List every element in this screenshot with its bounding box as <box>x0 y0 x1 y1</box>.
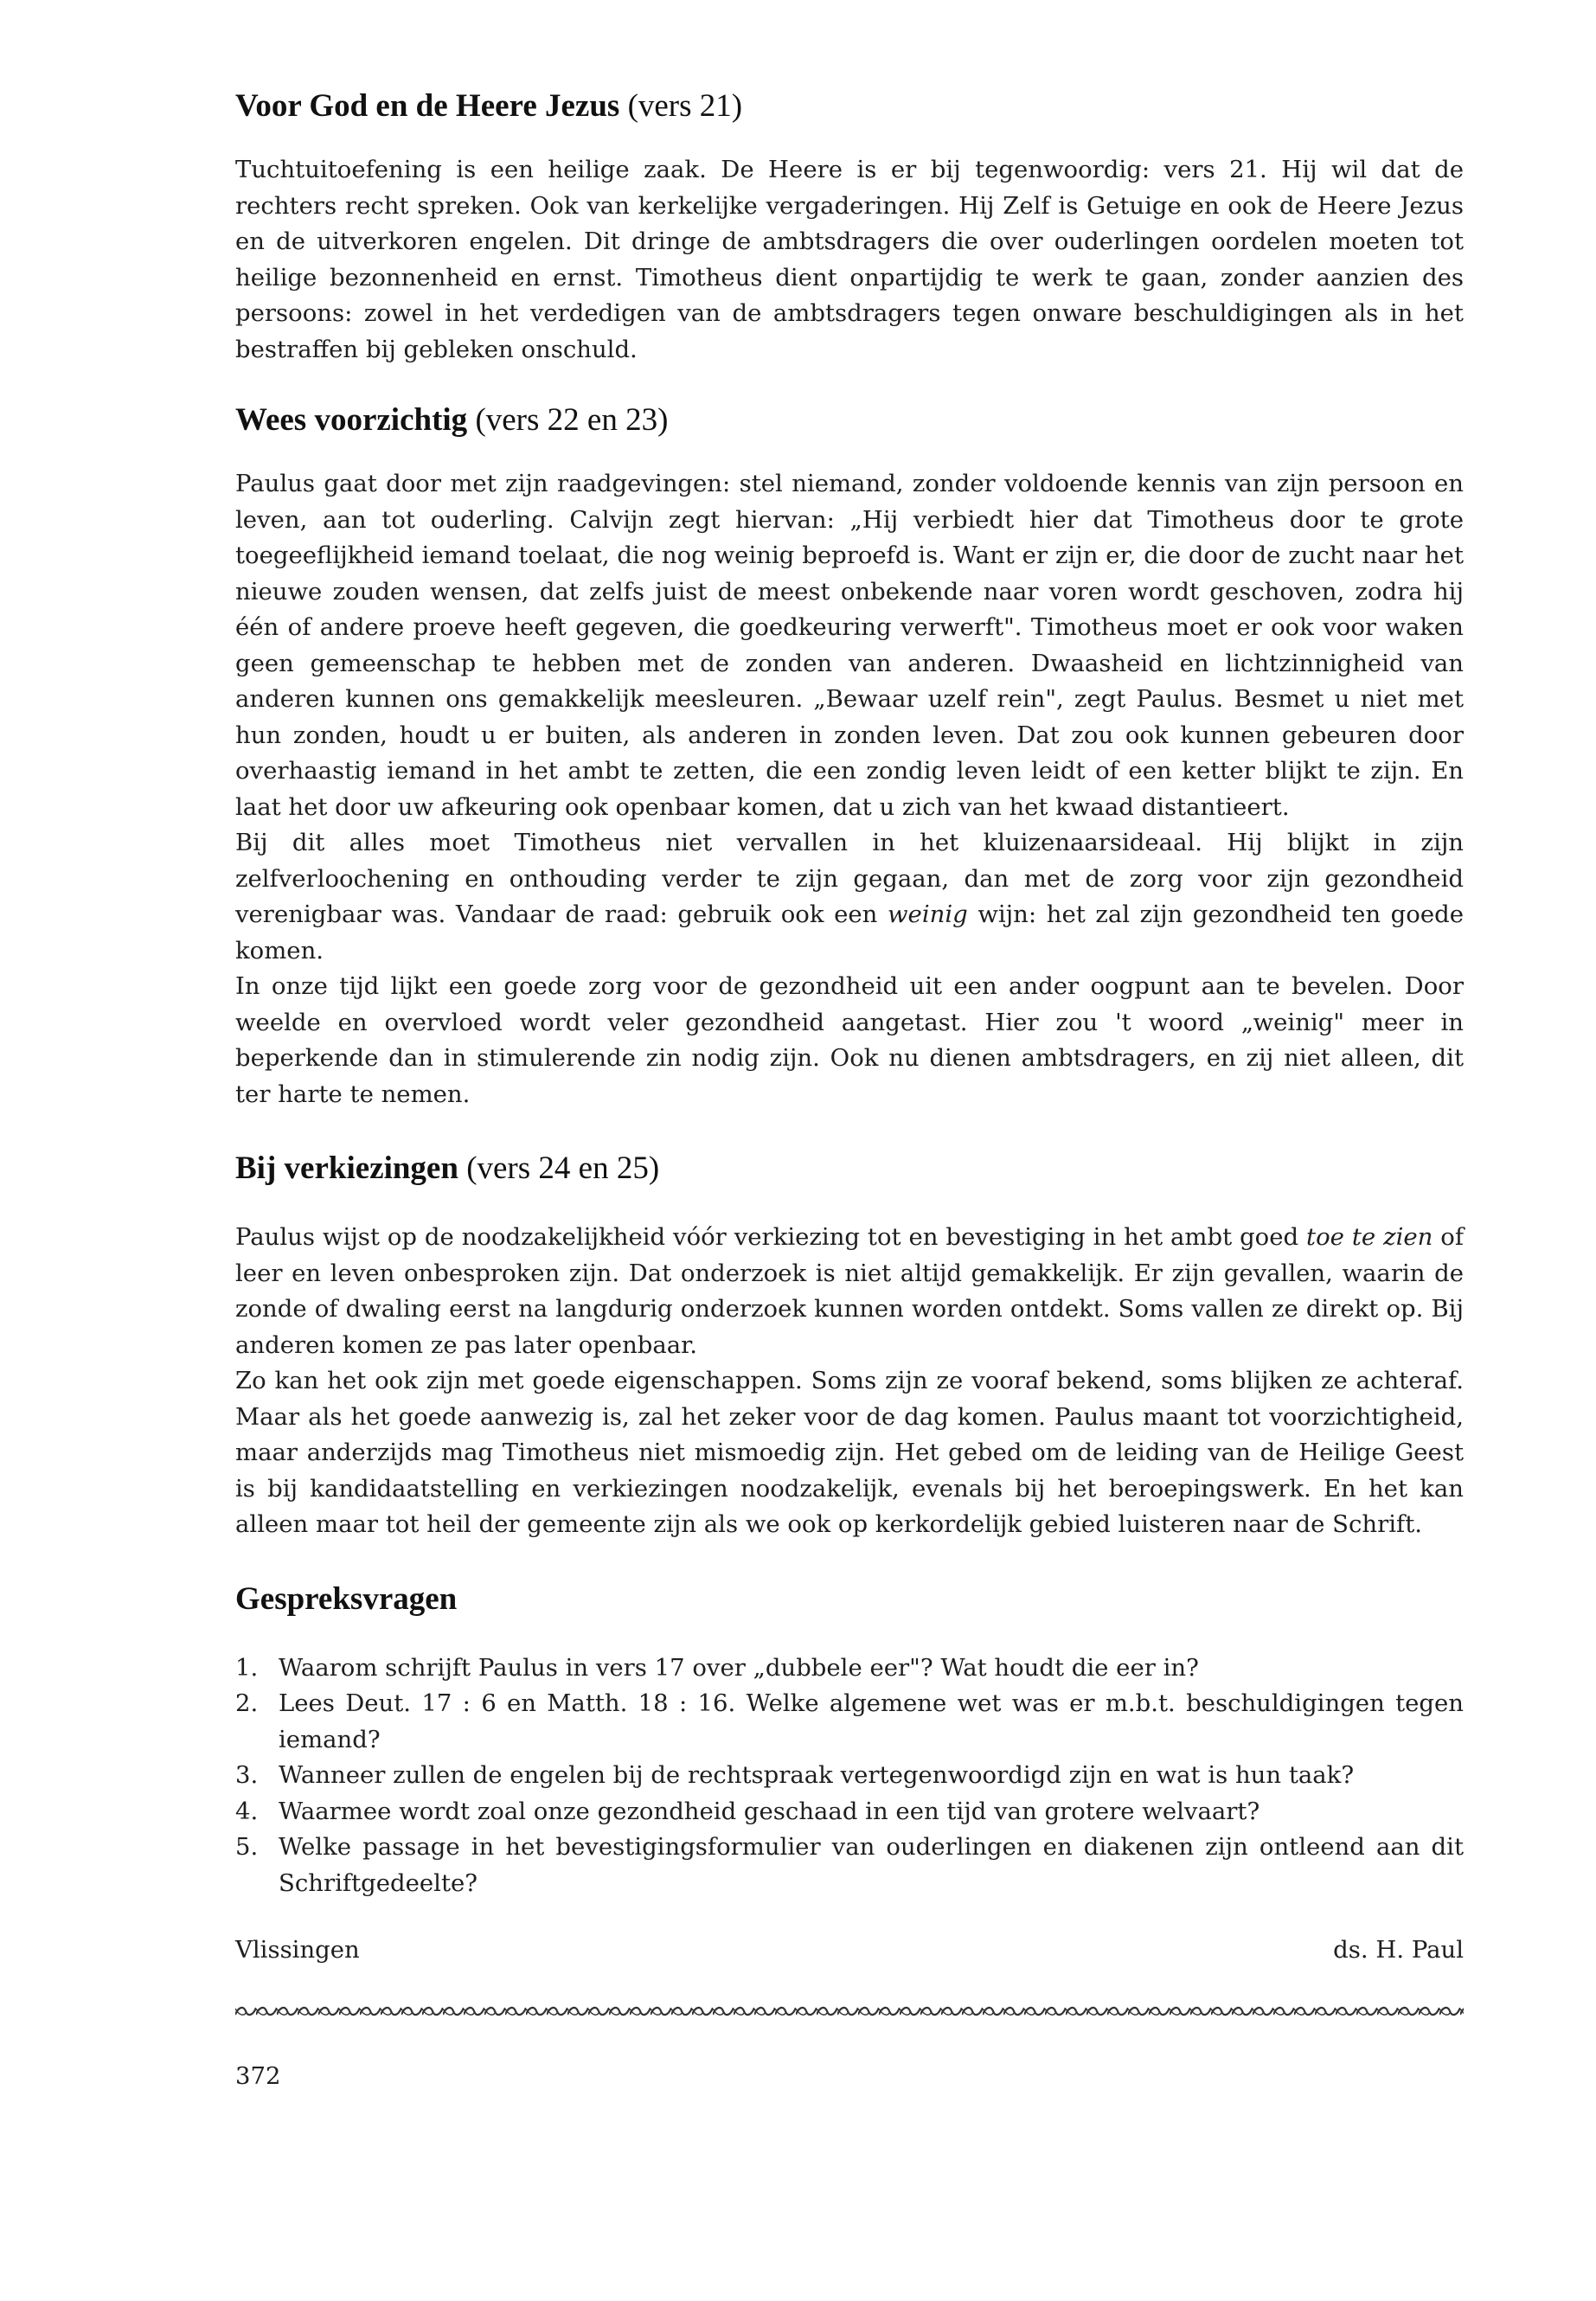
paragraph-text: Bij dit alles moet Timotheus niet vervallen in het kluizenaarsideaal. Hij blijkt in zijn zelfverloochening en onthouding verder te zijn gegaan, dan met de zorg voor zijn gezondheid verenigbaar was. Vandaar de raad: gebruik ook een <box>235 829 1464 928</box>
question-number: 4. <box>235 1797 259 1825</box>
question-text: Waarom schrijft Paulus in vers 17 over „dubbele eer"? Wat houdt die eer in? <box>279 1653 1199 1682</box>
page-number: 372 <box>235 2061 281 2090</box>
section-gespreksvragen <box>235 1580 1464 1902</box>
paragraph <box>235 1220 1464 1363</box>
list-item <box>235 1758 1464 1794</box>
heading-ref: (vers 22 en 23) <box>475 402 669 438</box>
list-item <box>235 1650 1464 1687</box>
paragraph: Zo kan het ook zijn met goede eigenschappen. Soms zijn ze vooraf bekend, soms blijken ze achteraf. Maar als het goede aanwezig is, zal het zeker voor de dag komen. Paulus maant tot voorzichtigheid, maar anderzijds mag Timotheus niet mismoedig zijn. Het gebed om de leiding van de Heilige Geest is bij kandidaatstelling en verkiezingen noodzakelijk, evenals bij het beroepingswerk. En het kan alleen maar tot heil der gemeente zijn als we ook op kerkordelijk gebied luisteren naar de Schrift. <box>235 1367 1464 1538</box>
heading-ref: (vers 21) <box>627 88 743 124</box>
list-item <box>235 1686 1464 1758</box>
question-number: 1. <box>235 1653 259 1682</box>
question-number: 5. <box>235 1833 259 1861</box>
paragraph-text: wijn: het zal zijn gezondheid ten goede komen. <box>235 901 1464 965</box>
section-bij-verkiezingen <box>235 1149 1464 1543</box>
paragraph-text: of leer en leven onbesproken zijn. Dat onderzoek is niet altijd gemakkelijk. Er zijn gevallen, waarin de zonde of dwaling eerst na langdurig onderzoek kunnen worden ontdekt. Soms vallen ze direkt op. Bij anderen komen ze pas later openbaar. <box>235 1223 1465 1359</box>
question-number: 2. <box>235 1689 259 1717</box>
paragraph-text: Paulus wijst op de noodzakelijkheid vóór verkiezing tot en bevestiging in het ambt goed <box>235 1223 1299 1251</box>
paragraph <box>235 825 1464 969</box>
paragraph: Paulus gaat door met zijn raadgevingen: stel niemand, zonder voldoende kennis van zijn persoon en leven, aan tot ouderling. Calvijn zegt hiervan: „Hij verbiedt hier dat Timotheus door te grote toegeeflijkheid iemand toelaat, die nog weinig beproefd is. Want er zijn er, die door de zucht naar het nieuwe zouden wensen, dat zelfs juist de meest onbekende naar voren wordt geschoven, zodra hij één of andere proeve heeft gegeven, die goedkeuring verwerft". Timotheus moet er ook voor waken geen gemeenschap te hebben met de zonden van anderen. Dwaasheid en lichtzinnigheid van anderen kunnen ons gemakkelijk meesleuren. „Bewaar uzelf rein", zegt Paulus. Besmet u niet met hun zonden, houdt u er buiten, als anderen in zonden leven. Dat zou ook kunnen gebeuren door overhaastig iemand in het ambt te zetten, die een zondig leven leidt of een ketter blijkt te zijn. En laat het door uw afkeuring ook openbaar komen, dat u zich van het kwaad distantieert. <box>235 470 1464 821</box>
ornament-divider-icon <box>235 2003 1464 2019</box>
section-voor-god <box>235 87 1464 368</box>
question-text: Waarmee wordt zoal onze gezondheid geschaad in een tijd van grotere welvaart? <box>279 1797 1260 1825</box>
signature-place: Vlissingen <box>235 1936 360 1964</box>
section-heading <box>235 87 1464 126</box>
list-item <box>235 1830 1464 1901</box>
question-number: 3. <box>235 1761 259 1789</box>
heading-title: Bij verkiezingen <box>235 1150 458 1186</box>
section-heading <box>235 1149 1464 1189</box>
page <box>235 87 1464 2094</box>
emphasis-text: toe te zien <box>1306 1223 1433 1251</box>
signature <box>235 1932 1464 1969</box>
heading-ref: (vers 24 en 25) <box>466 1150 660 1186</box>
question-text: Welke passage in het bevestigingsformulier van ouderlingen en diakenen zijn ontleend aan dit Schriftgedeelte? <box>279 1833 1464 1897</box>
question-text: Lees Deut. 17 : 6 en Matth. 18 : 16. Welke algemene wet was er m.b.t. beschuldigingen tegen iemand? <box>279 1689 1464 1753</box>
section-wees-voorzichtig <box>235 401 1464 1112</box>
question-list <box>235 1650 1464 1902</box>
heading-title: Wees voorzichtig <box>235 402 468 438</box>
paragraph: In onze tijd lijkt een goede zorg voor de gezondheid uit een ander oogpunt aan te bevelen. Door weelde en overvloed wordt veler gezondheid aangetast. Hier zou 't woord „weinig" meer in beperkende dan in stimulerende zin nodig zijn. Ook nu dienen ambtsdragers, en zij niet alleen, dit ter harte te nemen. <box>235 972 1464 1108</box>
paragraph: Tuchtuitoefening is een heilige zaak. De Heere is er bij tegenwoordig: vers 21. Hij wil dat de rechters recht spreken. Ook van kerkelijke vergaderingen. Hij Zelf is Getuige en ook de Heere Jezus en de uitverkoren engelen. Dit dringe de ambtsdragers die over ouderlingen oordelen moeten tot heilige bezonnenheid en ernst. Timotheus dient onpartijdig te werk te gaan, zonder aanzien des persoons: zowel in het verdedigen van de ambtsdragers tegen onware beschuldigingen als in het bestraffen bij gebleken onschuld. <box>235 156 1464 363</box>
signature-author: ds. H. Paul <box>1333 1936 1464 1964</box>
question-text: Wanneer zullen de engelen bij de rechtspraak vertegenwoordigd zijn en wat is hun taak? <box>279 1761 1355 1789</box>
list-item <box>235 1794 1464 1830</box>
section-heading: Gespreksvragen <box>235 1580 458 1617</box>
section-heading <box>235 401 1464 440</box>
heading-title: Voor God en de Heere Jezus <box>235 88 620 124</box>
emphasis-text: weinig <box>888 901 968 928</box>
